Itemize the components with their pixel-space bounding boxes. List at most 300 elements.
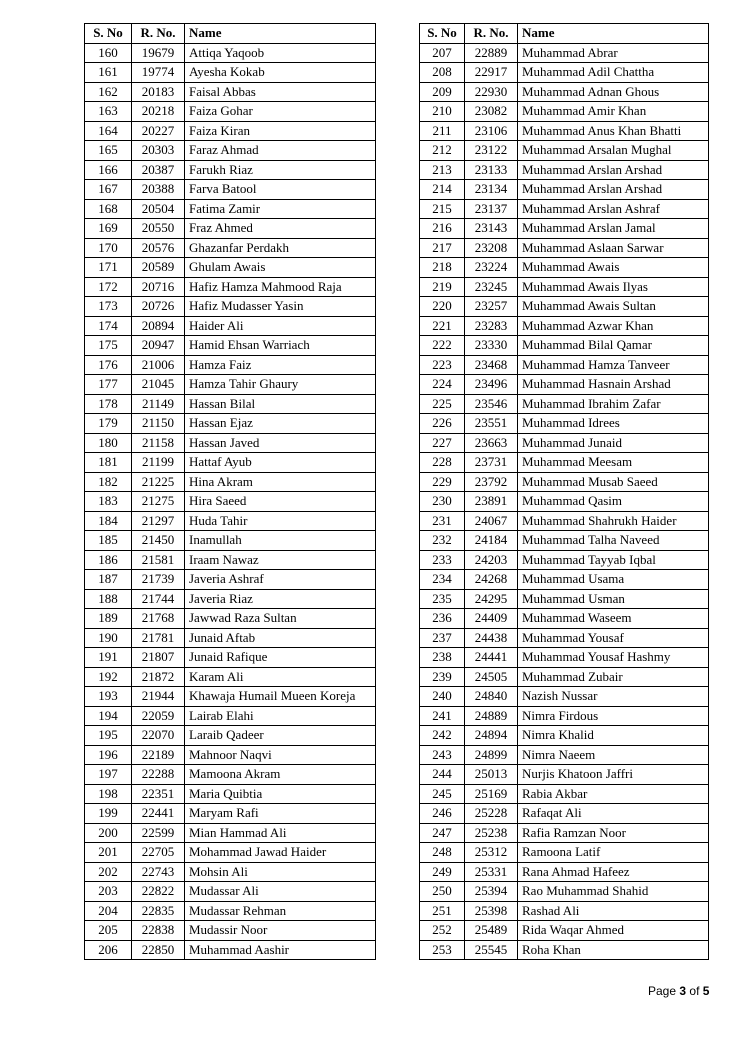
name-cell: Roha Khan (518, 940, 709, 960)
rno-cell: 22850 (132, 940, 185, 960)
rno-cell: 24268 (465, 570, 518, 590)
table-row (85, 843, 376, 863)
sno-cell: 223 (420, 355, 465, 375)
rno-cell: 23122 (465, 141, 518, 161)
name-cell: Muhammad Talha Naveed (518, 531, 709, 551)
sno-cell: 200 (85, 823, 132, 843)
table-row (85, 550, 376, 570)
rno-cell: 23551 (465, 414, 518, 434)
name-header: Name (185, 24, 376, 44)
name-cell: Muhammad Tayyab Iqbal (518, 550, 709, 570)
table-row (420, 297, 709, 317)
rno-cell: 25331 (465, 862, 518, 882)
table-row (85, 921, 376, 941)
rno-cell: 22930 (465, 82, 518, 102)
sno-cell: 237 (420, 628, 465, 648)
rno-cell: 20550 (132, 219, 185, 239)
name-cell: Mahnoor Naqvi (185, 745, 376, 765)
name-cell: Rana Ahmad Hafeez (518, 862, 709, 882)
rno-cell: 21450 (132, 531, 185, 551)
table-row (85, 102, 376, 122)
rno-header: R. No. (465, 24, 518, 44)
rno-cell: 22059 (132, 706, 185, 726)
sno-cell: 178 (85, 394, 132, 414)
rno-cell: 21781 (132, 628, 185, 648)
rno-cell: 22822 (132, 882, 185, 902)
sno-cell: 241 (420, 706, 465, 726)
table-row (420, 550, 709, 570)
rno-cell: 21006 (132, 355, 185, 375)
sno-cell: 198 (85, 784, 132, 804)
name-cell: Faiza Gohar (185, 102, 376, 122)
sno-cell: 169 (85, 219, 132, 239)
rno-cell: 22838 (132, 921, 185, 941)
name-cell: Fatima Zamir (185, 199, 376, 219)
rno-cell: 24184 (465, 531, 518, 551)
sno-cell: 247 (420, 823, 465, 843)
sno-cell: 160 (85, 43, 132, 63)
table-row (85, 258, 376, 278)
sno-cell: 189 (85, 609, 132, 629)
table-row (85, 472, 376, 492)
table-row (420, 414, 709, 434)
sno-cell: 187 (85, 570, 132, 590)
name-cell: Jawwad Raza Sultan (185, 609, 376, 629)
rno-cell: 21739 (132, 570, 185, 590)
rno-cell: 23731 (465, 453, 518, 473)
sno-cell: 196 (85, 745, 132, 765)
table-row (85, 589, 376, 609)
sno-cell: 162 (85, 82, 132, 102)
name-cell: Mudassar Ali (185, 882, 376, 902)
rno-cell: 24894 (465, 726, 518, 746)
name-cell: Hassan Bilal (185, 394, 376, 414)
name-cell: Muhammad Arslan Jamal (518, 219, 709, 239)
rno-cell: 21275 (132, 492, 185, 512)
sno-cell: 173 (85, 297, 132, 317)
sno-cell: 231 (420, 511, 465, 531)
name-cell: Nimra Khalid (518, 726, 709, 746)
rno-cell: 20303 (132, 141, 185, 161)
of-label: of (689, 984, 700, 998)
sno-cell: 191 (85, 648, 132, 668)
table-row (420, 336, 709, 356)
sno-cell: 175 (85, 336, 132, 356)
table-row (420, 862, 709, 882)
name-cell: Rao Muhammad Shahid (518, 882, 709, 902)
name-cell: Muhammad Aashir (185, 940, 376, 960)
table-row (85, 121, 376, 141)
page-footer (648, 984, 709, 998)
name-cell: Muhammad Aslaan Sarwar (518, 238, 709, 258)
sno-cell: 250 (420, 882, 465, 902)
name-cell: Rafaqat Ali (518, 804, 709, 824)
name-cell: Ramoona Latif (518, 843, 709, 863)
sno-cell: 179 (85, 414, 132, 434)
name-cell: Mian Hammad Ali (185, 823, 376, 843)
rno-cell: 22835 (132, 901, 185, 921)
name-cell: Mudassir Noor (185, 921, 376, 941)
table-row (420, 823, 709, 843)
rno-cell: 25545 (465, 940, 518, 960)
sno-cell: 205 (85, 921, 132, 941)
table-row (420, 687, 709, 707)
rno-cell: 22743 (132, 862, 185, 882)
rno-cell: 21158 (132, 433, 185, 453)
name-cell: Karam Ali (185, 667, 376, 687)
table-row (420, 492, 709, 512)
sno-cell: 246 (420, 804, 465, 824)
name-cell: Javeria Ashraf (185, 570, 376, 590)
sno-cell: 176 (85, 355, 132, 375)
name-cell: Nurjis Khatoon Jaffri (518, 765, 709, 785)
table-row (85, 277, 376, 297)
rno-cell: 25169 (465, 784, 518, 804)
table-row (85, 433, 376, 453)
sno-cell: 222 (420, 336, 465, 356)
name-cell: Muhammad Amir Khan (518, 102, 709, 122)
sno-cell: 212 (420, 141, 465, 161)
rno-cell: 24438 (465, 628, 518, 648)
sno-cell: 165 (85, 141, 132, 161)
sno-cell: 201 (85, 843, 132, 863)
table-row (85, 316, 376, 336)
current-page: 3 (679, 984, 687, 998)
name-cell: Hafiz Mudasser Yasin (185, 297, 376, 317)
rno-cell: 21807 (132, 648, 185, 668)
table-row (85, 238, 376, 258)
rno-cell: 21944 (132, 687, 185, 707)
name-cell: Muhammad Adnan Ghous (518, 82, 709, 102)
name-cell: Muhammad Awais Sultan (518, 297, 709, 317)
name-cell: Muhammad Musab Saeed (518, 472, 709, 492)
sno-cell: 214 (420, 180, 465, 200)
name-cell: Muhammad Waseem (518, 609, 709, 629)
table-row (420, 238, 709, 258)
rno-cell: 20504 (132, 199, 185, 219)
name-cell: Rafia Ramzan Noor (518, 823, 709, 843)
table-row (420, 706, 709, 726)
table-row (85, 882, 376, 902)
name-cell: Hafiz Hamza Mahmood Raja (185, 277, 376, 297)
sno-cell: 211 (420, 121, 465, 141)
table-row (420, 433, 709, 453)
rno-cell: 23106 (465, 121, 518, 141)
sno-cell: 206 (85, 940, 132, 960)
table-row (420, 316, 709, 336)
sno-cell: 181 (85, 453, 132, 473)
name-cell: Mohsin Ali (185, 862, 376, 882)
sno-cell: 229 (420, 472, 465, 492)
table-body-left (85, 43, 376, 960)
sno-cell: 215 (420, 199, 465, 219)
sno-cell: 197 (85, 765, 132, 785)
name-cell: Muhammad Anus Khan Bhatti (518, 121, 709, 141)
sno-cell: 225 (420, 394, 465, 414)
rno-cell: 23283 (465, 316, 518, 336)
rno-cell: 20726 (132, 297, 185, 317)
sno-cell: 164 (85, 121, 132, 141)
sno-cell: 210 (420, 102, 465, 122)
rno-cell: 23792 (465, 472, 518, 492)
table-row (85, 297, 376, 317)
name-cell: Khawaja Humail Mueen Koreja (185, 687, 376, 707)
rno-cell: 24899 (465, 745, 518, 765)
rno-cell: 24295 (465, 589, 518, 609)
name-cell: Hamza Faiz (185, 355, 376, 375)
rno-cell: 25013 (465, 765, 518, 785)
name-cell: Lairab Elahi (185, 706, 376, 726)
sno-cell: 253 (420, 940, 465, 960)
table-row (85, 160, 376, 180)
table-row (85, 219, 376, 239)
rno-cell: 20387 (132, 160, 185, 180)
name-cell: Farukh Riaz (185, 160, 376, 180)
name-cell: Muhammad Yousaf (518, 628, 709, 648)
table-row (420, 628, 709, 648)
name-cell: Mohammad Jawad Haider (185, 843, 376, 863)
sno-cell: 234 (420, 570, 465, 590)
table-row (420, 648, 709, 668)
name-cell: Muhammad Arsalan Mughal (518, 141, 709, 161)
sno-cell: 172 (85, 277, 132, 297)
sno-cell: 220 (420, 297, 465, 317)
sno-cell: 209 (420, 82, 465, 102)
rno-cell: 23330 (465, 336, 518, 356)
name-cell: Hamza Tahir Ghaury (185, 375, 376, 395)
sno-cell: 163 (85, 102, 132, 122)
table-row (420, 784, 709, 804)
table-row (420, 141, 709, 161)
rno-cell: 21045 (132, 375, 185, 395)
table-row (420, 589, 709, 609)
rno-cell: 22705 (132, 843, 185, 863)
rno-cell: 24889 (465, 706, 518, 726)
name-cell: Junaid Aftab (185, 628, 376, 648)
table-row (85, 726, 376, 746)
name-cell: Haider Ali (185, 316, 376, 336)
table-row (85, 141, 376, 161)
rno-cell: 23891 (465, 492, 518, 512)
name-cell: Rashad Ali (518, 901, 709, 921)
name-cell: Mudassar Rehman (185, 901, 376, 921)
name-cell: Inamullah (185, 531, 376, 551)
table-row (85, 784, 376, 804)
rno-cell: 21768 (132, 609, 185, 629)
table-row (85, 609, 376, 629)
sno-cell: 202 (85, 862, 132, 882)
table-row (85, 901, 376, 921)
sno-cell: 251 (420, 901, 465, 921)
name-cell: Muhammad Usama (518, 570, 709, 590)
name-cell: Muhammad Hamza Tanveer (518, 355, 709, 375)
name-cell: Muhammad Abrar (518, 43, 709, 63)
table-row (420, 940, 709, 960)
rno-cell: 20388 (132, 180, 185, 200)
name-cell: Laraib Qadeer (185, 726, 376, 746)
rno-cell: 22599 (132, 823, 185, 843)
sno-cell: 219 (420, 277, 465, 297)
rno-cell: 25238 (465, 823, 518, 843)
sno-cell: 192 (85, 667, 132, 687)
sno-cell: 239 (420, 667, 465, 687)
sno-cell: 193 (85, 687, 132, 707)
name-cell: Muhammad Zubair (518, 667, 709, 687)
sno-cell: 252 (420, 921, 465, 941)
table-row (85, 745, 376, 765)
name-cell: Farva Batool (185, 180, 376, 200)
name-cell: Hina Akram (185, 472, 376, 492)
name-cell: Muhammad Bilal Qamar (518, 336, 709, 356)
rno-cell: 22288 (132, 765, 185, 785)
sno-cell: 168 (85, 199, 132, 219)
name-cell: Hamid Ehsan Warriach (185, 336, 376, 356)
name-cell: Muhammad Meesam (518, 453, 709, 473)
sno-cell: 232 (420, 531, 465, 551)
table-row (85, 394, 376, 414)
table-row (85, 492, 376, 512)
rno-cell: 23134 (465, 180, 518, 200)
rno-cell: 22889 (465, 43, 518, 63)
sno-cell: 221 (420, 316, 465, 336)
table-row (85, 531, 376, 551)
sno-cell: 194 (85, 706, 132, 726)
sno-cell: 248 (420, 843, 465, 863)
table-row (420, 531, 709, 551)
rno-cell: 23082 (465, 102, 518, 122)
name-cell: Maria Quibtia (185, 784, 376, 804)
name-cell: Nimra Firdous (518, 706, 709, 726)
table-row (85, 940, 376, 960)
name-cell: Muhammad Shahrukh Haider (518, 511, 709, 531)
total-pages: 5 (702, 984, 710, 998)
name-cell: Ghulam Awais (185, 258, 376, 278)
sno-cell: 208 (420, 63, 465, 83)
sno-cell: 226 (420, 414, 465, 434)
sno-cell: 161 (85, 63, 132, 83)
table-row (85, 687, 376, 707)
table-row (420, 667, 709, 687)
sno-cell: 170 (85, 238, 132, 258)
name-cell: Hassan Javed (185, 433, 376, 453)
rno-cell: 21297 (132, 511, 185, 531)
table-row (420, 394, 709, 414)
rno-cell: 21199 (132, 453, 185, 473)
sno-cell: 183 (85, 492, 132, 512)
table-row (420, 472, 709, 492)
sno-cell: 182 (85, 472, 132, 492)
sno-cell: 174 (85, 316, 132, 336)
table-row (85, 63, 376, 83)
rno-cell: 21744 (132, 589, 185, 609)
name-cell: Faisal Abbas (185, 82, 376, 102)
table-row (85, 414, 376, 434)
name-header: Name (518, 24, 709, 44)
name-cell: Muhammad Usman (518, 589, 709, 609)
name-cell: Faraz Ahmad (185, 141, 376, 161)
sno-cell: 185 (85, 531, 132, 551)
rno-cell: 23496 (465, 375, 518, 395)
sno-cell: 195 (85, 726, 132, 746)
rno-cell: 20218 (132, 102, 185, 122)
rno-cell: 23245 (465, 277, 518, 297)
rno-cell: 20227 (132, 121, 185, 141)
table-row (420, 804, 709, 824)
rno-cell: 23663 (465, 433, 518, 453)
table-row (85, 570, 376, 590)
table-row (420, 843, 709, 863)
rno-cell: 25398 (465, 901, 518, 921)
sno-cell: 190 (85, 628, 132, 648)
rno-header: R. No. (132, 24, 185, 44)
sno-cell: 240 (420, 687, 465, 707)
sno-cell: 177 (85, 375, 132, 395)
table-row (85, 375, 376, 395)
name-cell: Muhammad Junaid (518, 433, 709, 453)
table-row (85, 511, 376, 531)
rno-cell: 22441 (132, 804, 185, 824)
rno-cell: 22917 (465, 63, 518, 83)
name-cell: Muhammad Adil Chattha (518, 63, 709, 83)
table-row (85, 199, 376, 219)
sno-cell: 236 (420, 609, 465, 629)
rno-cell: 24067 (465, 511, 518, 531)
name-cell: Nimra Naeem (518, 745, 709, 765)
sno-cell: 235 (420, 589, 465, 609)
name-cell: Huda Tahir (185, 511, 376, 531)
name-cell: Javeria Riaz (185, 589, 376, 609)
sno-cell: 186 (85, 550, 132, 570)
rno-cell: 20576 (132, 238, 185, 258)
sno-cell: 188 (85, 589, 132, 609)
sno-cell: 166 (85, 160, 132, 180)
student-table-right (419, 23, 709, 960)
rno-cell: 24203 (465, 550, 518, 570)
table-row (85, 355, 376, 375)
table-row (85, 336, 376, 356)
table-row (420, 199, 709, 219)
name-cell: Hattaf Ayub (185, 453, 376, 473)
sno-cell: 233 (420, 550, 465, 570)
student-table-left (84, 23, 376, 960)
table-row (85, 765, 376, 785)
table-row (85, 628, 376, 648)
table-row (85, 862, 376, 882)
table-header-row (85, 24, 376, 44)
table-row (420, 258, 709, 278)
name-cell: Muhammad Arslan Arshad (518, 160, 709, 180)
name-cell: Muhammad Ibrahim Zafar (518, 394, 709, 414)
table-row (420, 375, 709, 395)
sno-cell: 204 (85, 901, 132, 921)
sno-cell: 203 (85, 882, 132, 902)
sno-cell: 249 (420, 862, 465, 882)
rno-cell: 23143 (465, 219, 518, 239)
rno-cell: 21149 (132, 394, 185, 414)
sno-cell: 213 (420, 160, 465, 180)
name-cell: Muhammad Qasim (518, 492, 709, 512)
name-cell: Muhammad Awais Ilyas (518, 277, 709, 297)
sno-cell: 244 (420, 765, 465, 785)
sno-cell: 217 (420, 238, 465, 258)
sno-header: S. No (85, 24, 132, 44)
table-row (420, 180, 709, 200)
sno-cell: 180 (85, 433, 132, 453)
rno-cell: 23224 (465, 258, 518, 278)
rno-cell: 20894 (132, 316, 185, 336)
rno-cell: 19774 (132, 63, 185, 83)
table-row (85, 648, 376, 668)
